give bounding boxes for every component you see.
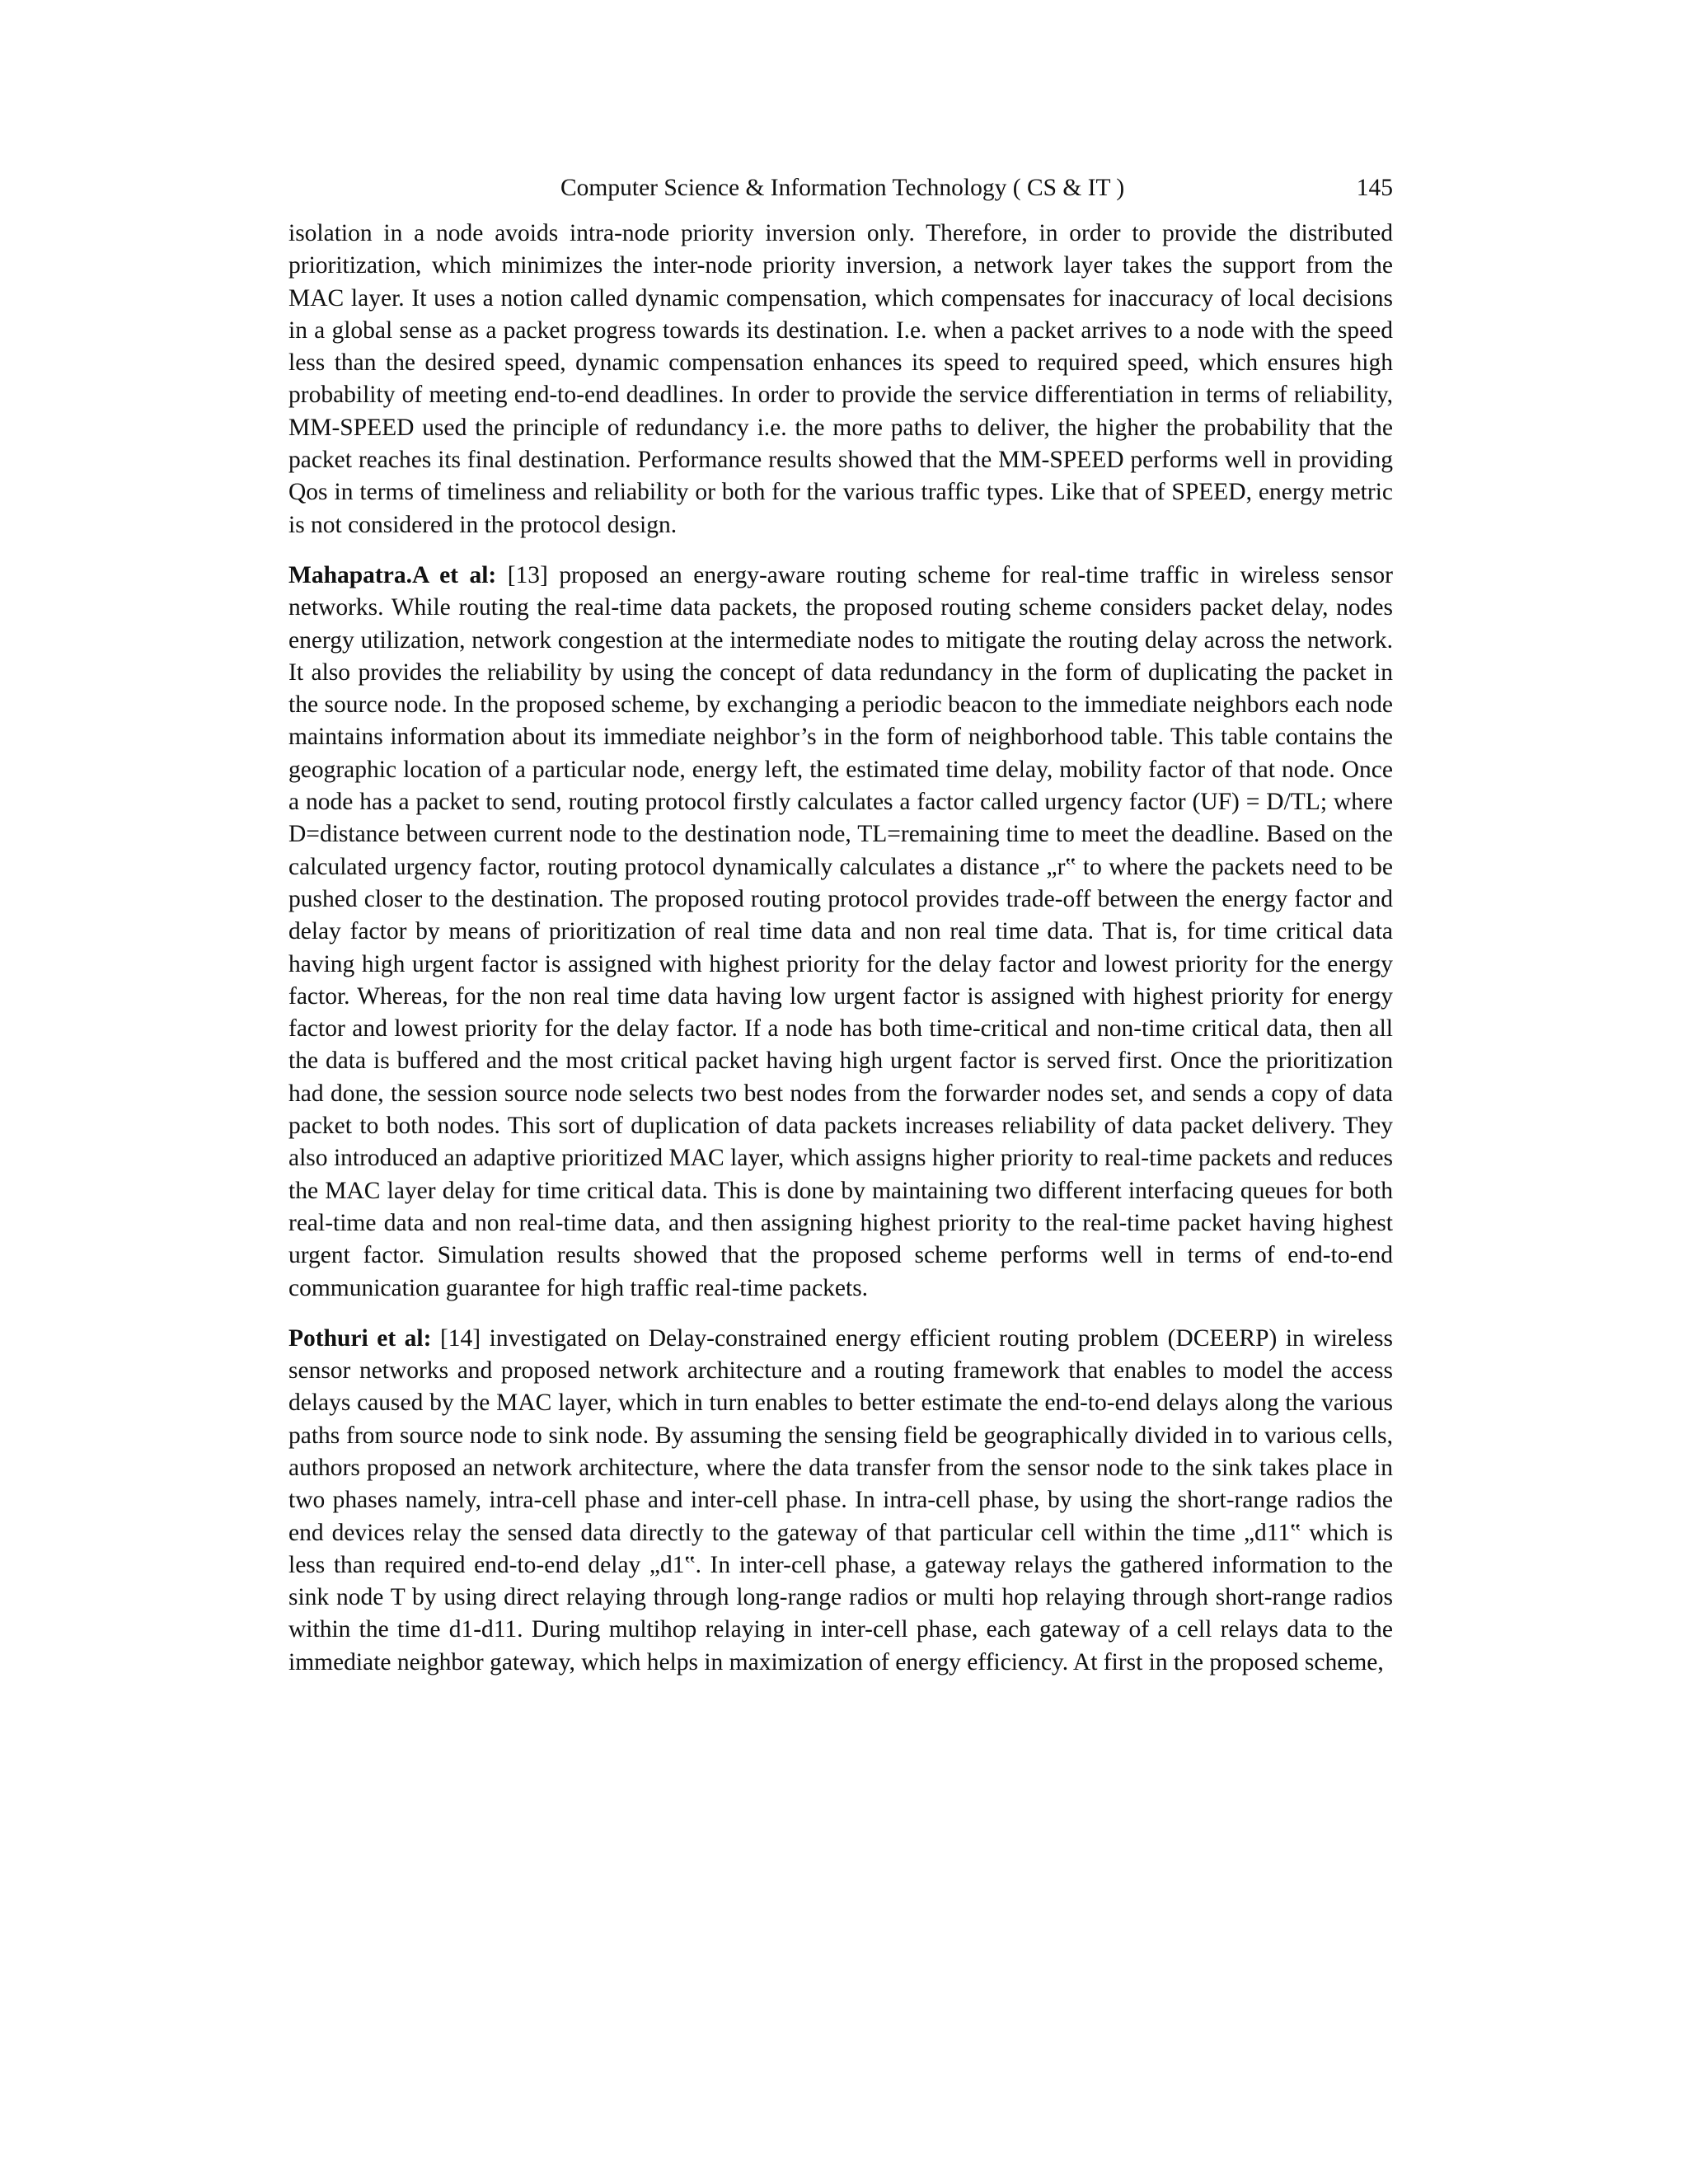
body-text — [288, 218, 1393, 1697]
paragraph-text: isolation in a node avoids intra-node priority inversion only. Therefore, in order to provide the distributed prioritization, which minimizes the inter-node priority inversion, a network layer takes the support from the MAC layer. It uses a notion called dynamic compensation, which compensates for inaccuracy of local decisions in a global sense as a packet progress towards its destination. I.e. when a packet arrives to a node with the speed less than the desired speed, dynamic compensation enhances its speed to required speed, which ensures high probability of meeting end-to-end deadlines. In order to provide the service differentiation in terms of reliability, MM-SPEED used the principle of redundancy i.e. the more paths to deliver, the higher the probability that the packet reaches its final destination. Performance results showed that the MM-SPEED performs well in providing Qos in terms of timeliness and reliability or both for the various traffic types. Like that of SPEED, energy metric is not considered in the protocol design. — [288, 220, 1393, 538]
page-header — [288, 170, 1393, 206]
author-reference-lead: Mahapatra.A et al: — [288, 561, 497, 588]
paragraph-text: [13] proposed an energy-aware routing scheme for real-time traffic in wireless sensor networks. While routing the real-time data packets, the proposed routing scheme considers packet delay, nodes energy utilization, network congestion at the intermediate nodes to mitigate the routing delay across the network. It also provides the reliability by using the concept of data redundancy in the form of duplicating the packet in the source node. In the proposed scheme, by exchanging a periodic beacon to the immediate neighbors each node maintains information about its immediate neighbor’s in the form of neighborhood table. This table contains the geographic location of a particular node, energy left, the estimated time delay, mobility factor of that node. Once a node has a packet to send, routing protocol firstly calculates a factor called urgency factor (UF) = D/TL; where D=distance between current node to the destination node, TL=remaining time to meet the deadline. Based on the calculated urgency factor, routing protocol dynamically calculates a distance „r‟ to where the packets need to be pushed closer to the destination. The proposed routing protocol provides trade-off between the energy factor and delay factor by means of prioritization of real time data and non real time data. That is, for time critical data having high urgent factor is assigned with highest priority for the delay factor and lowest priority for the energy factor. Whereas, for the non real time data having low urgent factor is assigned with highest priority for energy factor and lowest priority for the delay factor. If a node has both time-critical and non-time critical data, then all the data is buffered and the most critical packet having high urgent factor is served first. Once the prioritization had done, the session source node selects two best nodes from the forwarder nodes set, and sends a copy of data packet to both nodes. This sort of duplication of data packets increases reliability of data packet delivery. They also introduced an adaptive prioritized MAC layer, which assigns higher priority to real-time packets and reduces the MAC layer delay for time critical data. This is done by maintaining two different interfacing queues for both real-time data and non real-time data, and then assigning highest priority to the real-time packet having highest urgent factor. Simulation results showed that the proposed scheme performs well in terms of end-to-end communication guarantee for high traffic real-time packets. — [288, 561, 1394, 1301]
page-number: 145 — [1356, 175, 1393, 201]
paragraph-mahapatra — [288, 560, 1393, 1305]
paragraph-pothuri — [288, 1323, 1393, 1679]
paragraph-mm-speed-continued — [288, 218, 1393, 541]
running-header-title: Computer Science & Information Technology ( CS & IT ) — [560, 175, 1125, 201]
paragraph-text: [14] investigated on Delay-constrained energy efficient routing problem (DCEERP) in wireless sensor networks and proposed network architecture and a routing framework that enables to model the access delays caused by the MAC layer, which in turn enables to better estimate the end-to-end delays along the various paths from source node to sink node. By assuming the sensing field be geographically divided in to various cells, authors proposed an network architecture, where the data transfer from the sensor node to the sink takes place in two phases namely, intra-cell phase and inter-cell phase. In intra-cell phase, by using the short-range radios the end devices relay the sensed data directly to the gateway of that particular cell within the time „d11‟ which is less than required end-to-end delay „d1‟. In inter-cell phase, a gateway relays the gathered information to the sink node T by using direct relaying through long-range radios or multi hop relaying through short-range radios within the time d1-d11. During multihop relaying in inter-cell phase, each gateway of a cell relays data to the immediate neighbor gateway, which helps in maximization of energy efficiency. At first in the proposed scheme, — [288, 1324, 1393, 1675]
author-reference-lead: Pothuri et al: — [288, 1324, 432, 1352]
